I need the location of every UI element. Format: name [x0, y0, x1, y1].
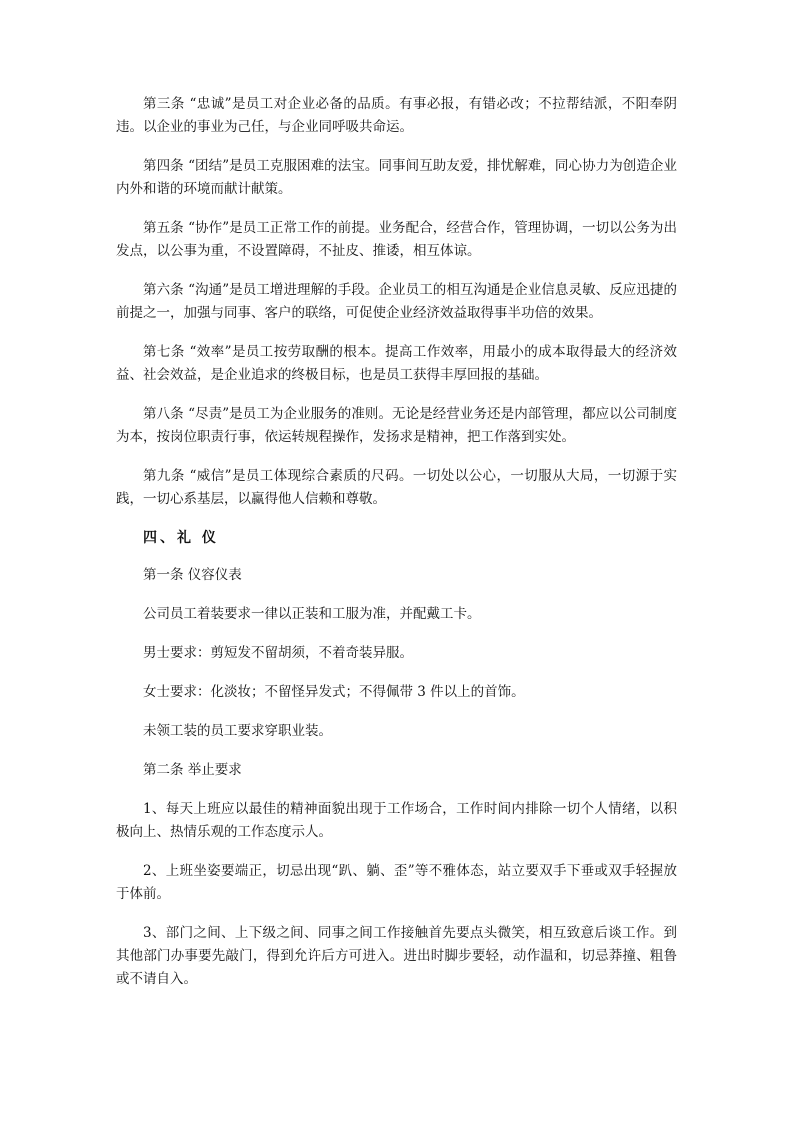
dress-code-no-uniform: 未领工装的员工要求穿职业装。	[143, 723, 332, 739]
article-1-title: 第一条 仪容仪表	[143, 567, 242, 583]
behavior-item-2: 2、上班坐姿要端正，切忌出现“趴、躺、歪”等不雅体态，站立要双手下垂或双手轻握放于体前。	[116, 863, 677, 902]
article-2-title: 第二条 举止要求	[143, 762, 242, 778]
dress-code-general: 公司员工着装要求一律以正装和工服为准，并配戴工卡。	[143, 606, 481, 622]
article-9-prestige: 第九条 “威信”是员工体现综合素质的尺码。一切处以公心，一切服从大局，一切源于实践，一切心系基层，以赢得他人信赖和尊敬。	[116, 468, 677, 507]
behavior-item-1: 1、每天上班应以最佳的精神面貌出现于工作场合，工作时间内排除一切个人情绪，以积极向上、热情乐观的工作态度示人。	[116, 801, 677, 840]
article-3-loyalty: 第三条 “忠诚”是员工对企业必备的品质。有事必报，有错必改；不拉帮结派，不阳奉阴违。以企业的事业为己任，与企业同呼吸共命运。	[116, 96, 677, 135]
article-7-efficiency: 第七条 “效率”是员工按劳取酬的根本。提高工作效率，用最小的成本取得最大的经济效益、社会效益，是企业追求的终极目标，也是员工获得丰厚回报的基础。	[116, 344, 677, 383]
dress-code-women: 女士要求：化淡妆；不留怪异发式；不得佩带 3 件以上的首饰。	[143, 684, 525, 700]
behavior-item-3: 3、部门之间、上下级之间、同事之间工作接触首先要点头微笑，相互致意后谈工作。到其他部门办事要先敲门，得到允许后方可进入。进出时脚步要轻，动作温和，切忌莽撞、粗鲁或不请自入。	[116, 925, 677, 987]
section-heading-etiquette: 四、礼 仪	[143, 530, 219, 546]
dress-code-men: 男士要求：剪短发不留胡须，不着奇装异服。	[143, 645, 413, 661]
article-8-responsibility: 第八条 “尽责”是员工为企业服务的准则。无论是经营业务还是内部管理，都应以公司制度为本，按岗位职责行事，依运转规程操作，发扬求是精神，把工作落到实处。	[116, 406, 677, 445]
article-5-cooperation: 第五条 “协作”是员工正常工作的前提。业务配合，经营合作，管理协调，一切以公务为出发点，以公事为重，不设置障碍，不扯皮、推诿，相互体谅。	[116, 220, 677, 259]
article-4-unity: 第四条 “团结”是员工克服困难的法宝。同事间互助友爱，排忧解难，同心协力为创造企业内外和谐的环境而献计献策。	[116, 158, 677, 197]
article-6-communication: 第六条 “沟通”是员工增进理解的手段。企业员工的相互沟通是企业信息灵敏、反应迅捷的前提之一，加强与同事、客户的联络，可促使企业经济效益取得事半功倍的效果。	[116, 282, 677, 321]
